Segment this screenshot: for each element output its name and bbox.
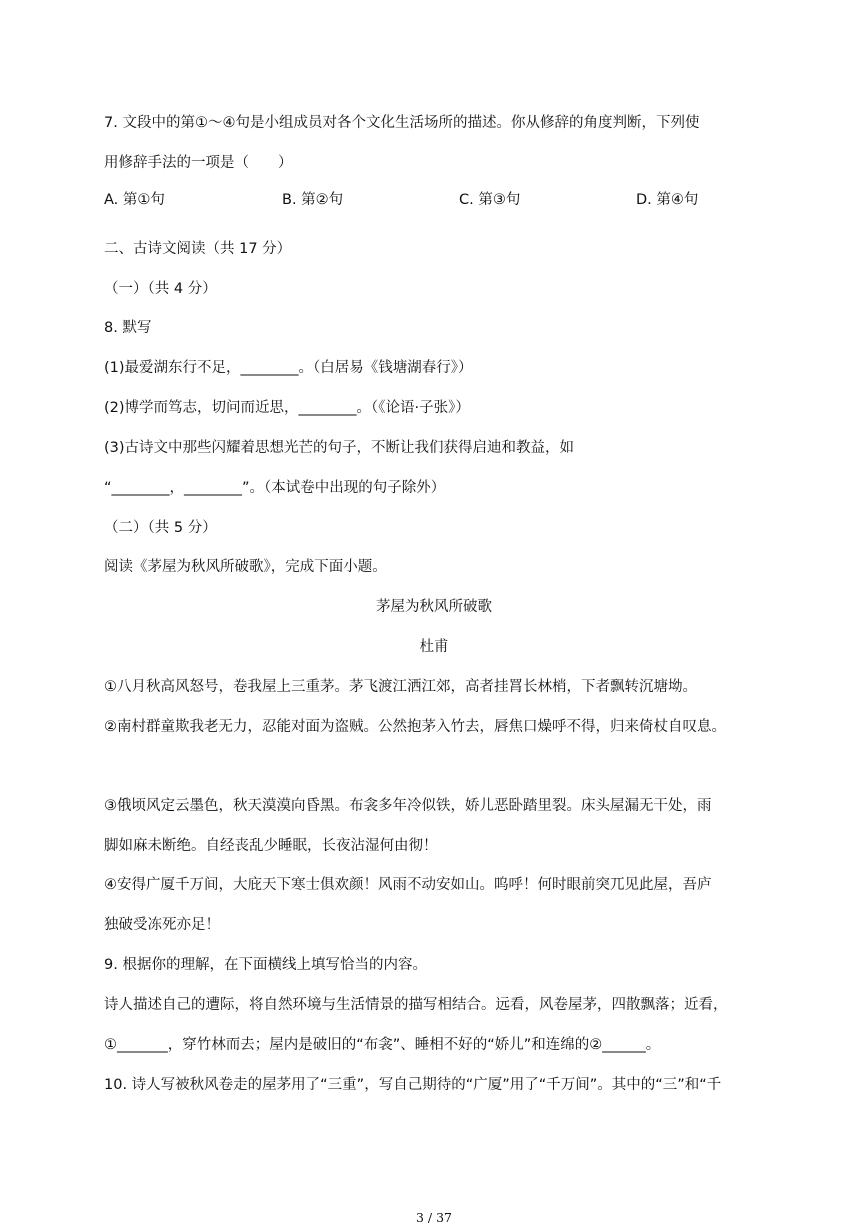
q7-stem-line1: 7. 文段中的第①～④句是小组成员对各个文化生活场所的描述。你从修辞的角度判断，下列使 [104, 115, 700, 131]
q7-option-b[interactable]: B. 第②句 [282, 192, 344, 208]
poem-stanza-3-line2: 脚如麻未断绝。自经丧乱少睡眠，长夜沾湿何由彻！ [104, 838, 438, 854]
poem-stanza-2: ②南村群童欺我老无力，忍能对面为盗贼。公然抱茅入竹去，唇焦口燥呼不得，归来倚杖自叹息。 [104, 719, 726, 735]
q7-options [104, 190, 784, 210]
poem-stanza-4-line1: ④安得广厦千万间，大庇天下寒士俱欢颜！风雨不动安如山。呜呼！何时眼前突兀见此屋，吾庐 [104, 877, 712, 893]
q8-item-1: (1)最爱湖东行不足，________。（白居易《钱塘湖春行》） [104, 360, 473, 376]
q7-option-d[interactable]: D. 第④句 [636, 192, 699, 208]
q8-item-2: (2)博学而笃志，切问而近思，________。（《论语·子张》） [104, 400, 470, 416]
poem-title: 茅屋为秋风所破歌 [376, 599, 492, 615]
q8-item-3-line1: (3)古诗文中那些闪耀着思想光芒的句子，不断让我们获得启迪和教益，如 [104, 440, 575, 456]
q9-line2: ①_______，穿竹林而去；屋内是破旧的“布衾”、睡相不好的“娇儿”和连绵的②______。 [104, 1037, 661, 1053]
poem-stanza-1: ①八月秋高风怒号，卷我屋上三重茅。茅飞渡江洒江郊，高者挂罥长林梢，下者飘转沉塘坳。 [104, 679, 697, 695]
q9-line1: 诗人描述自己的遭际，将自然环境与生活情景的描写相结合。远看，风卷屋茅，四散飘落；近看， [104, 997, 728, 1013]
part-two-heading: （二）（共 5 分） [104, 520, 217, 536]
reading-instruction: 阅读《茅屋为秋风所破歌》，完成下面小题。 [104, 559, 387, 575]
poem-author: 杜甫 [419, 639, 449, 655]
poem-stanza-4-line2: 独破受冻死亦足！ [104, 917, 220, 933]
q8-title: 8. 默写 [104, 320, 152, 336]
q8-item-3-line2: “________，________”。（本试卷中出现的句子除外） [104, 480, 446, 496]
q7-stem-line2: 用修辞手法的一项是（ ） [104, 155, 293, 171]
page-number: 3 / 37 [415, 1210, 453, 1225]
poem-stanza-3-line1: ③俄顷风定云墨色，秋天漠漠向昏黑。布衾多年冷似铁，娇儿恶卧踏里裂。床头屋漏无干处，雨 [104, 798, 712, 814]
q7-option-a[interactable]: A. 第①句 [104, 192, 165, 208]
q10-line1: 10. 诗人写被秋风卷走的屋茅用了“三重”，写自己期待的“广厦”用了“千万间”。其中的“三”和“千 [104, 1077, 722, 1093]
section-heading: 二、古诗文阅读（共 17 分） [104, 241, 292, 257]
q9-title: 9. 根据你的理解，在下面横线上填写恰当的内容。 [104, 957, 427, 973]
part-one-heading: （一）（共 4 分） [104, 281, 217, 297]
q7-option-c[interactable]: C. 第③句 [459, 192, 521, 208]
